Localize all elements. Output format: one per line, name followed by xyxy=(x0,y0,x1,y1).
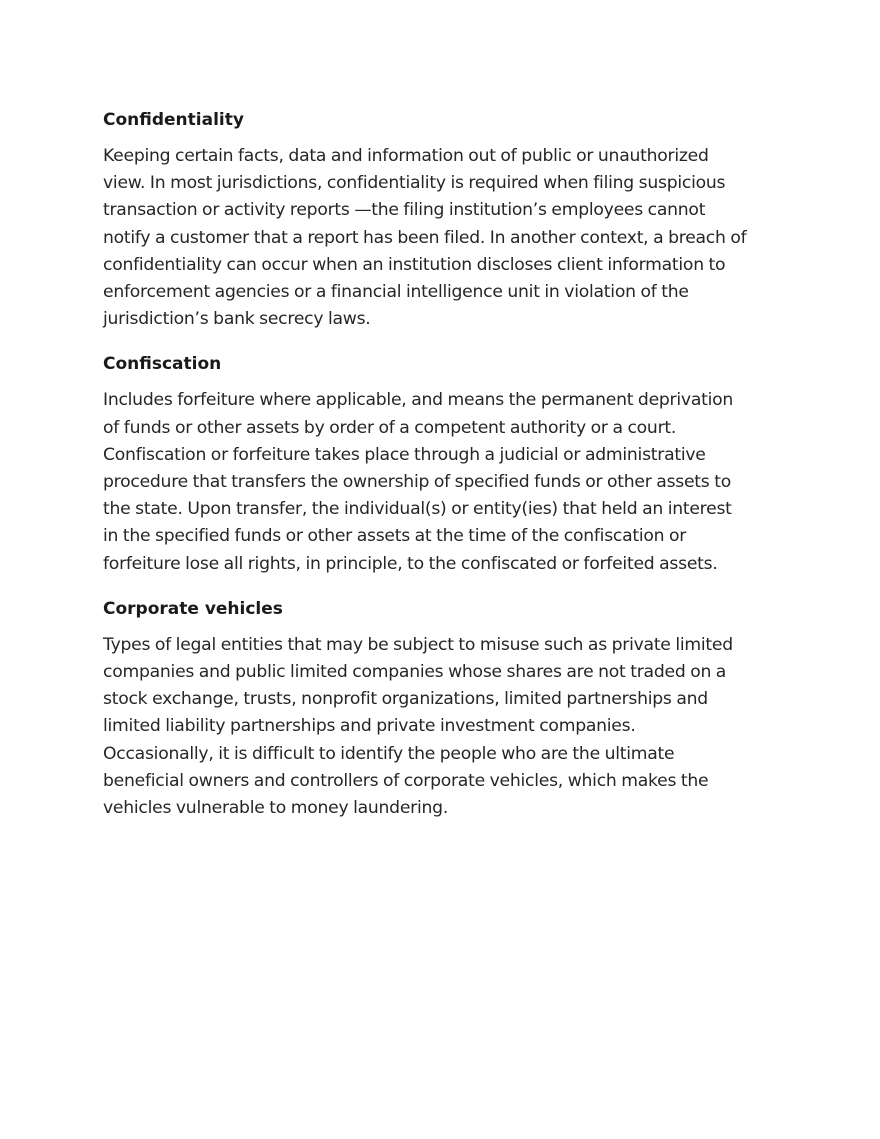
glossary-term: Confiscation xyxy=(103,354,222,375)
glossary-entry-confidentiality xyxy=(103,108,748,333)
glossary-entry-corporate-vehicles xyxy=(103,597,748,822)
glossary-term: Corporate vehicles xyxy=(103,598,283,619)
glossary-definition: Keeping certain facts, data and information out of public or unauthorized view. In most jurisdictions, confidentiality is required when filing suspicious transaction or activity reports —the filing institution’s employees cannot notify a customer that a report has been filed. In another context, a breach of confidentiality can occur when an institution discloses client information to enforcement agencies or a financial intelligence unit in violation of the jurisdiction’s bank secrecy laws. xyxy=(103,146,747,330)
glossary-definition: Types of legal entities that may be subject to misuse such as private limited companies and public limited companies whose shares are not traded on a stock exchange, trusts, nonprofit organizations, limited partnerships and limited liability partnerships and private investment companies. Occasionally, it is difficult to identify the people who are the ultimate beneficial owners and controllers of corporate vehicles, which makes the vehicles vulnerable to money laundering. xyxy=(103,634,733,819)
glossary-term: Confidentiality xyxy=(103,110,244,130)
glossary-entry-confiscation xyxy=(103,352,748,577)
glossary-content xyxy=(103,108,748,841)
glossary-definition: Includes forfeiture where applicable, and means the permanent deprivation of funds or other assets by order of a competent authority or a court. Confiscation or forfeiture takes place through a judicial or administrative procedure that transfers the ownership of specified funds or other assets to the state. Upon transfer, the individual(s) or entity(ies) that held an interest in the specified funds or other assets at the time of the confiscation or forfeiture lose all rights, in principle, to the confiscated or forfeited assets. xyxy=(103,390,734,574)
